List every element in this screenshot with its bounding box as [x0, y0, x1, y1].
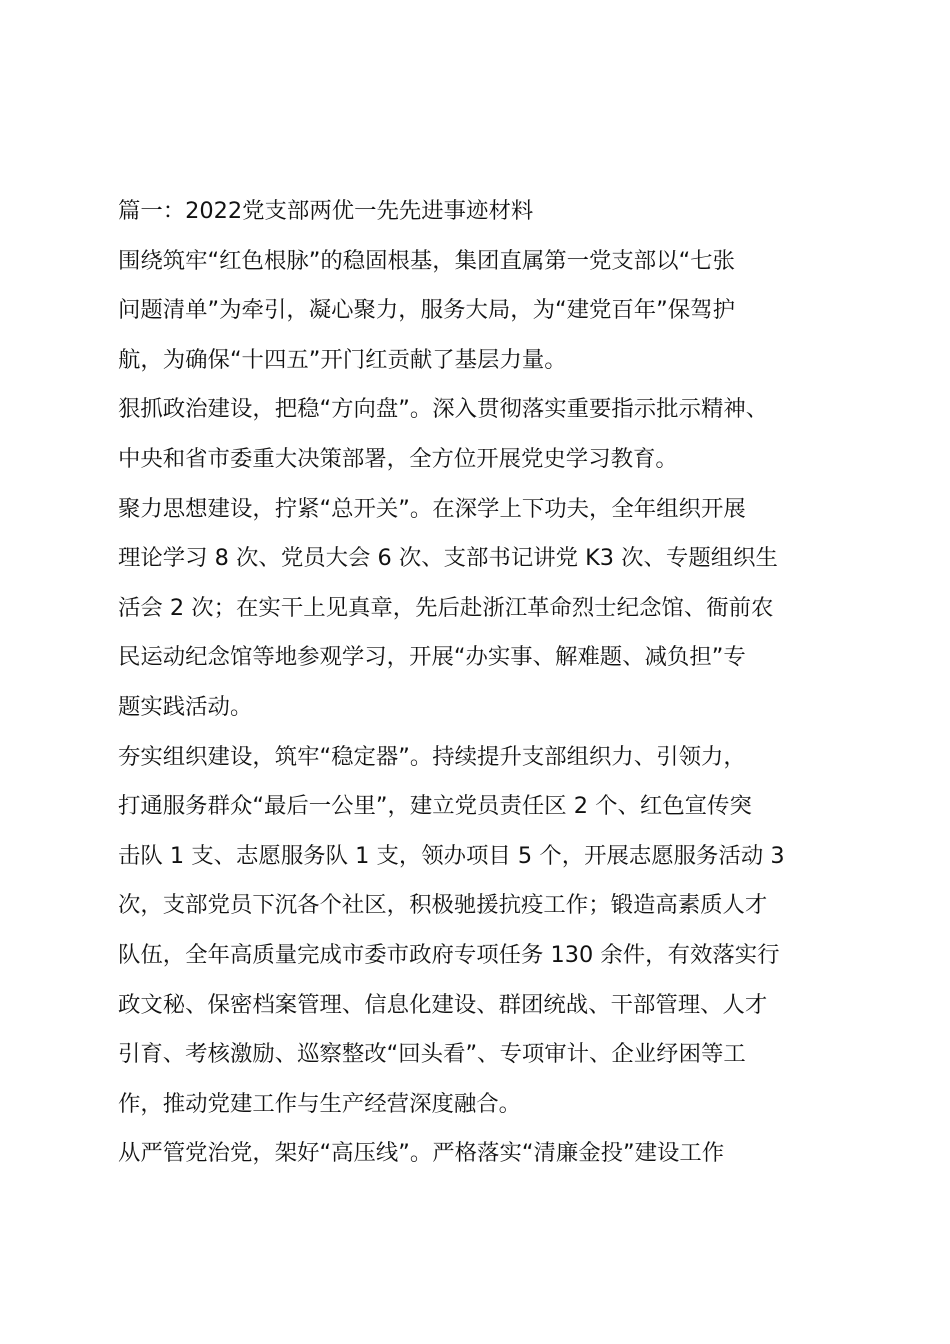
- text-line: 围绕筑牢“红色根脉”的稳固根基，集团直属第一党支部以“七张: [118, 247, 735, 274]
- text-line: 队伍，全年高质量完成市委市政府专项任务 130 余件，有效落实行: [118, 941, 780, 968]
- text-line: 夯实组织建设，筑牢“稳定器”。持续提升支部组织力、引领力，: [118, 743, 746, 770]
- paragraph-intro: [118, 237, 830, 386]
- text-line: 从严管党治党，架好“高压线”。严格落实“清廉金投”建设工作: [118, 1140, 725, 1167]
- paragraph-political: [118, 385, 830, 484]
- text-line: 狠抓政治建设，把稳“方向盘”。深入贯彻落实重要指示批示精神、: [118, 396, 769, 423]
- text-line: 引育、考核激励、巡察整改“回头看”、专项审计、企业纾困等工: [118, 1041, 746, 1068]
- paragraph-ideological: [118, 485, 830, 733]
- document-title: [118, 187, 830, 237]
- title-line: 篇一：2022党支部两优一先先进事迹材料: [118, 198, 534, 224]
- text-line: 击队 1 支、志愿服务队 1 支，领办项目 5 个，开展志愿服务活动 3: [118, 842, 785, 869]
- text-line: 政文秘、保密档案管理、信息化建设、群团统战、干部管理、人才: [118, 991, 768, 1018]
- text-line: 民运动纪念馆等地参观学习，开展“办实事、解难题、减负担”专: [118, 644, 746, 671]
- paragraph-organizational: [118, 733, 830, 1130]
- text-line: 问题清单”为牵引，凝心聚力，服务大局，为“建党百年”保驾护: [118, 297, 735, 324]
- text-line: 聚力思想建设，拧紧“总开关”。在深学上下功夫，全年组织开展: [118, 495, 746, 522]
- text-line: 航，为确保“十四五”开门红贡献了基层力量。: [118, 346, 567, 373]
- text-line: 中央和省市委重大决策部署，全方位开展党史学习教育。: [118, 445, 678, 472]
- document-body: [118, 187, 830, 1179]
- text-line: 题实践活动。: [118, 693, 253, 720]
- text-line: 理论学习 8 次、党员大会 6 次、支部书记讲党 K3 次、专题组织生: [118, 545, 778, 572]
- text-line: 次，支部党员下沉各个社区，积极驰援抗疫工作；锻造高素质人才: [118, 892, 768, 919]
- paragraph-discipline: [118, 1129, 830, 1179]
- text-line: 打通服务群众“最后一公里”，建立党员责任区 2 个、红色宣传突: [118, 793, 752, 820]
- text-line: 作，推动党建工作与生产经营深度融合。: [118, 1090, 522, 1117]
- text-line: 活会 2 次；在实干上见真章，先后赴浙江革命烈士纪念馆、衙前农: [118, 594, 774, 621]
